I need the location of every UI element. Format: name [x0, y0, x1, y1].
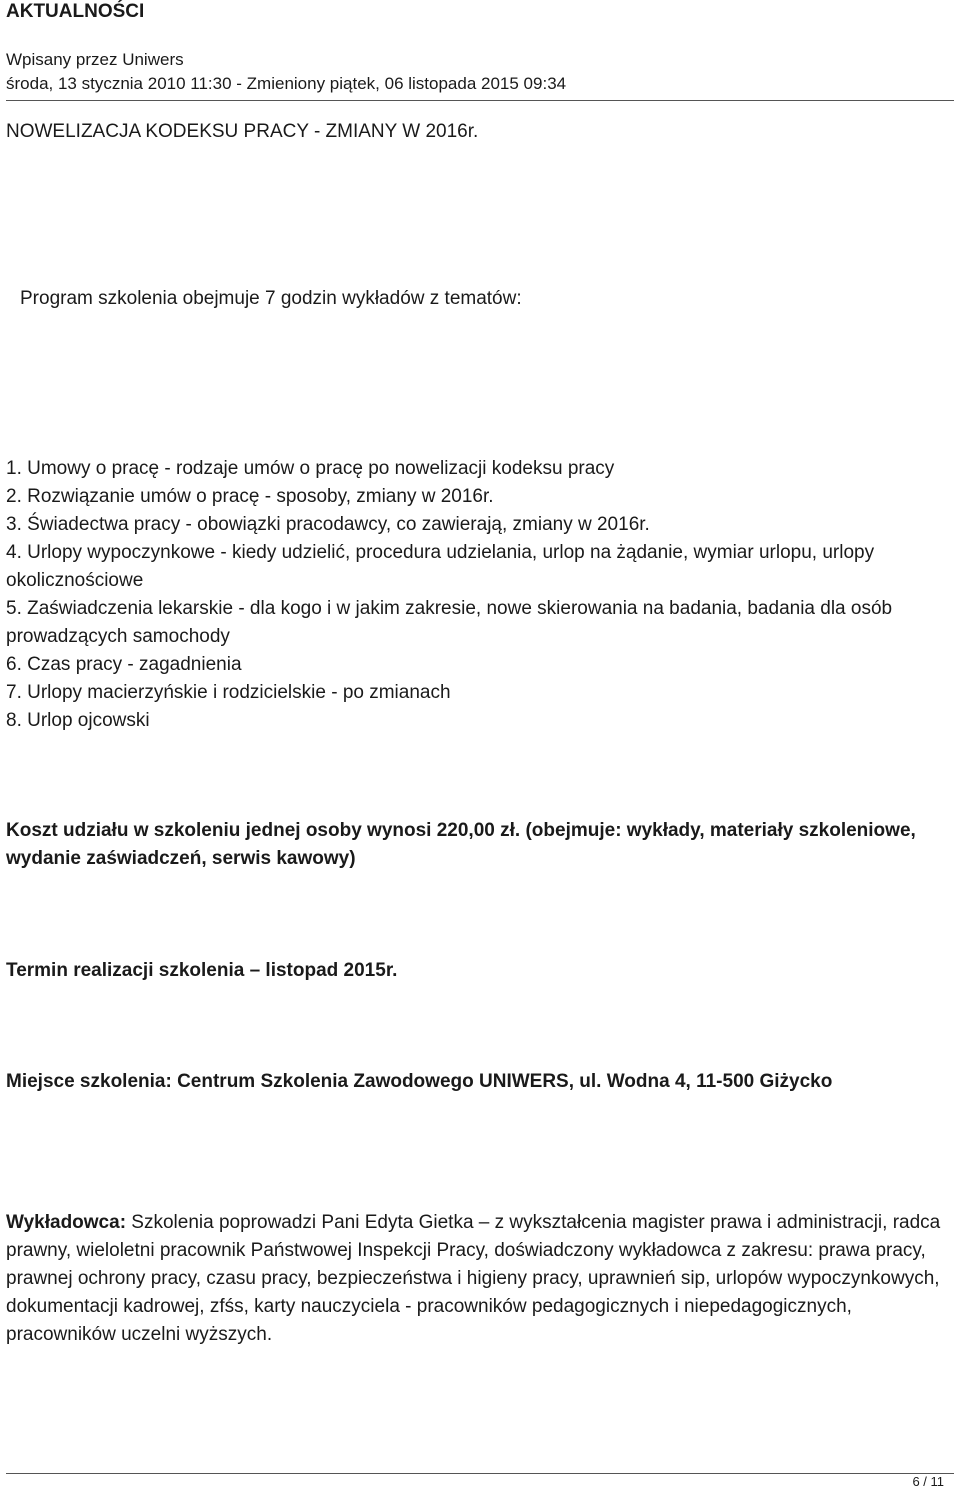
- article-meta: [6, 48, 566, 96]
- lecturer-info: [6, 1209, 954, 1349]
- topic-item: 3. Świadectwa pracy - obowiązki pracodawcy, co zawierają, zmiany w 2016r.: [6, 514, 650, 535]
- section-title: AKTUALNOŚCI: [6, 1, 145, 22]
- topic-item: 2. Rozwiązanie umów o pracę - sposoby, zmiany w 2016r.: [6, 486, 494, 507]
- cost-info: Koszt udziału w szkoleniu jednej osoby wynosi 220,00 zł. (obejmuje: wykłady, materiały szkoleniowe, wydanie zaświadczeń, serwis kawowy): [6, 820, 916, 869]
- lecturer-text: Szkolenia poprowadzi Pani Edyta Gietka – z wykształcenia magister prawa i administracji, radca prawny, wieloletni pracownik Państwowej Inspekcji Pracy, doświadczony wykładowca z zakresu: prawa pracy, prawnej ochrony pracy, czasu pracy, bezpieczeństwa i higieny pracy, uprawnień sip, urlopów wypoczynkowych, dokumentacji kadrowej, zfśs, karty nauczyciela - pracowników pedagogicznych i niepedagogicznych, pracowników uczelni wyższych.: [6, 1212, 941, 1345]
- footer-divider: [6, 1473, 954, 1474]
- topic-list: [6, 455, 954, 735]
- page-number: 6 / 11: [912, 1474, 944, 1489]
- dates-line: środa, 13 stycznia 2010 11:30 - Zmieniony piątek, 06 listopada 2015 09:34: [6, 74, 567, 93]
- author-line: Wpisany przez Uniwers: [6, 50, 184, 69]
- topic-item: 8. Urlop ojcowski: [6, 710, 150, 731]
- lecturer-label: Wykładowca:: [6, 1212, 127, 1233]
- program-intro: Program szkolenia obejmuje 7 godzin wykładów z tematów:: [20, 288, 522, 309]
- topic-item: 7. Urlopy macierzyńskie i rodzicielskie - po zmianach: [6, 682, 451, 703]
- topic-item: 6. Czas pracy - zagadnienia: [6, 654, 242, 675]
- header-divider: [6, 100, 954, 101]
- place-info: Miejsce szkolenia: Centrum Szkolenia Zawodowego UNIWERS, ul. Wodna 4, 11-500 Giżycko: [6, 1071, 833, 1092]
- topic-item: 4. Urlopy wypoczynkowe - kiedy udzielić, procedura udzielania, urlop na żądanie, wymiar urlopu, urlopy okolicznościowe: [6, 542, 875, 591]
- topic-item: 1. Umowy o pracę - rodzaje umów o pracę po nowelizacji kodeksu pracy: [6, 458, 615, 479]
- article-title: NOWELIZACJA KODEKSU PRACY - ZMIANY W 2016r.: [6, 121, 479, 142]
- topic-item: 5. Zaświadczenia lekarskie - dla kogo i w jakim zakresie, nowe skierowania na badania, badania dla osób prowadzących samochody: [6, 598, 893, 647]
- term-info: Termin realizacji szkolenia – listopad 2015r.: [6, 960, 398, 981]
